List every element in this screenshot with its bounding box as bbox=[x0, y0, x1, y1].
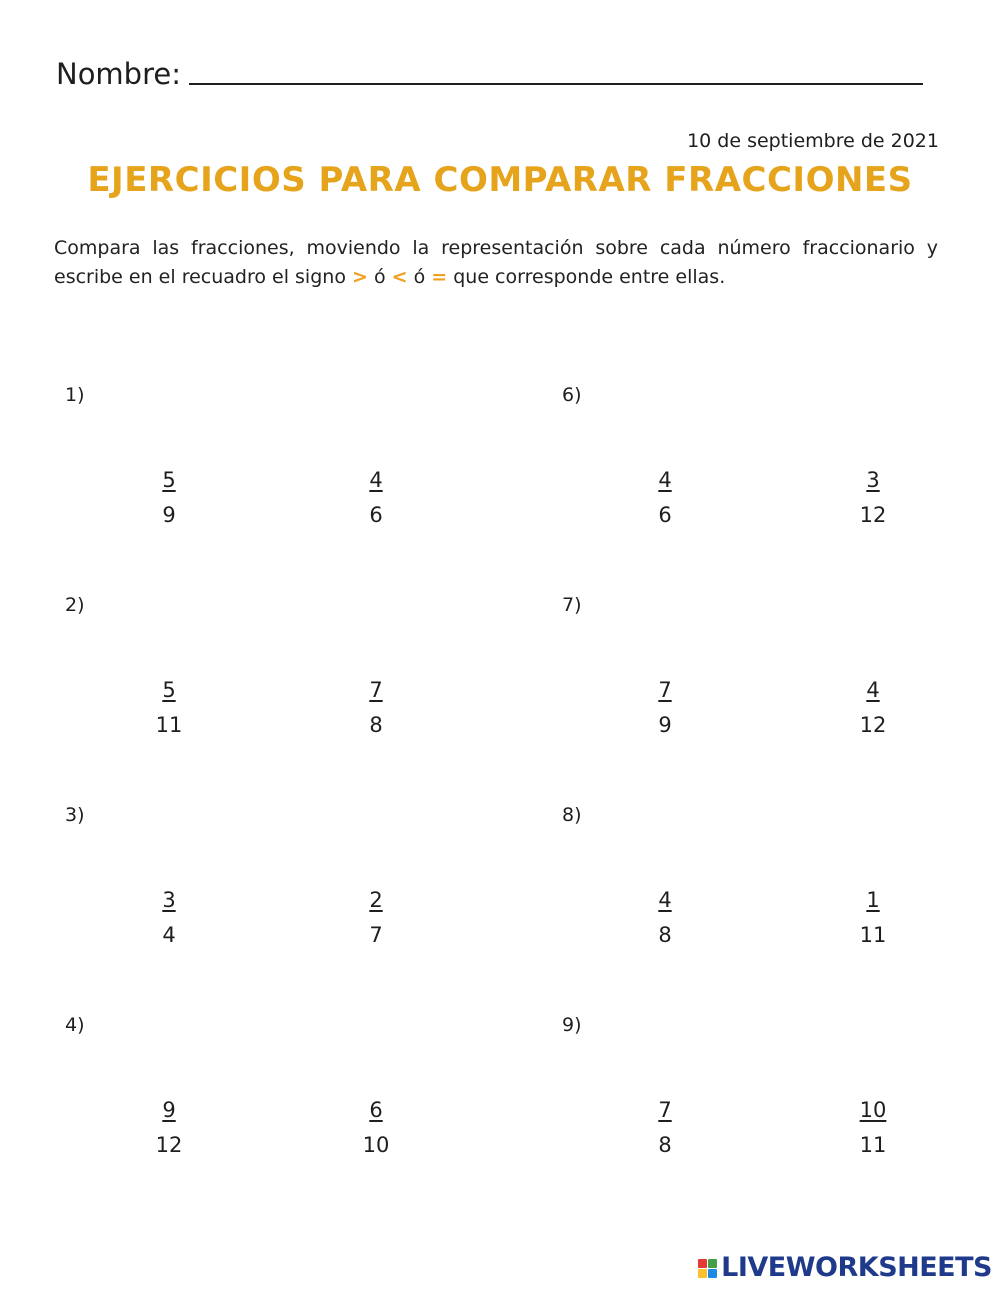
logo-square-blue bbox=[708, 1269, 717, 1278]
exercise-8 bbox=[562, 803, 1000, 993]
fraction-right[interactable] bbox=[843, 465, 903, 530]
liveworksheets-logo-icon bbox=[698, 1259, 717, 1278]
liveworksheets-logo bbox=[698, 1252, 992, 1284]
exercise-9 bbox=[562, 1013, 1000, 1203]
date-text: 10 de septiembre de 2021 bbox=[687, 130, 939, 152]
fraction-left[interactable] bbox=[635, 465, 695, 530]
exercise-number: 1) bbox=[65, 384, 85, 406]
logo-square-red bbox=[698, 1259, 707, 1268]
denominator: 11 bbox=[859, 923, 887, 947]
logo-square-green bbox=[708, 1259, 717, 1268]
denominator: 4 bbox=[162, 923, 176, 947]
exercise-3 bbox=[65, 803, 505, 993]
denominator: 6 bbox=[369, 503, 383, 527]
fraction-left[interactable] bbox=[139, 675, 199, 740]
greater-than-symbol: > bbox=[351, 266, 368, 288]
logo-square-yellow bbox=[698, 1269, 707, 1278]
equals-symbol: = bbox=[431, 266, 448, 288]
exercise-number: 2) bbox=[65, 594, 85, 616]
less-than-symbol: < bbox=[391, 266, 408, 288]
numerator: 7 bbox=[369, 678, 383, 702]
denominator: 8 bbox=[658, 923, 672, 947]
page-title: EJERCICIOS PARA COMPARAR FRACCIONES bbox=[87, 160, 913, 200]
fraction-left[interactable] bbox=[635, 675, 695, 740]
denominator: 7 bbox=[369, 923, 383, 947]
numerator: 2 bbox=[369, 888, 383, 912]
numerator: 5 bbox=[162, 468, 176, 492]
numerator: 7 bbox=[658, 1098, 672, 1122]
denominator: 9 bbox=[658, 713, 672, 737]
exercise-number: 7) bbox=[562, 594, 582, 616]
instructions-text bbox=[54, 234, 938, 292]
exercise-1 bbox=[65, 383, 505, 573]
numerator: 9 bbox=[162, 1098, 176, 1122]
fraction-left[interactable] bbox=[635, 1095, 695, 1160]
fraction-right[interactable] bbox=[843, 1095, 903, 1160]
denominator: 12 bbox=[859, 503, 887, 527]
instructions-part1: Compara las fracciones, moviendo la representación sobre cada número fraccionario y escribe en el recuadro el signo bbox=[54, 237, 938, 288]
denominator: 12 bbox=[155, 1133, 183, 1157]
numerator: 5 bbox=[162, 678, 176, 702]
name-field-row bbox=[56, 56, 923, 92]
numerator: 10 bbox=[859, 1098, 887, 1122]
fraction-right[interactable] bbox=[843, 675, 903, 740]
numerator: 4 bbox=[369, 468, 383, 492]
exercise-number: 6) bbox=[562, 384, 582, 406]
numerator: 1 bbox=[866, 888, 880, 912]
denominator: 6 bbox=[658, 503, 672, 527]
numerator: 4 bbox=[658, 468, 672, 492]
denominator: 10 bbox=[362, 1133, 390, 1157]
name-input-line[interactable] bbox=[189, 83, 923, 85]
denominator: 8 bbox=[658, 1133, 672, 1157]
fraction-right[interactable] bbox=[346, 885, 406, 950]
fraction-right[interactable] bbox=[346, 675, 406, 740]
numerator: 6 bbox=[369, 1098, 383, 1122]
fraction-left[interactable] bbox=[139, 1095, 199, 1160]
denominator: 11 bbox=[155, 713, 183, 737]
fraction-left[interactable] bbox=[635, 885, 695, 950]
exercise-number: 4) bbox=[65, 1014, 85, 1036]
numerator: 3 bbox=[162, 888, 176, 912]
exercise-number: 9) bbox=[562, 1014, 582, 1036]
numerator: 7 bbox=[658, 678, 672, 702]
fraction-right[interactable] bbox=[843, 885, 903, 950]
instructions-part2: que corresponde entre ellas. bbox=[447, 266, 726, 288]
fraction-left[interactable] bbox=[139, 465, 199, 530]
numerator: 4 bbox=[658, 888, 672, 912]
denominator: 11 bbox=[859, 1133, 887, 1157]
exercise-6 bbox=[562, 383, 1000, 573]
numerator: 3 bbox=[866, 468, 880, 492]
fraction-right[interactable] bbox=[346, 1095, 406, 1160]
logo-text: LIVEWORKSHEETS bbox=[721, 1252, 992, 1283]
exercise-4 bbox=[65, 1013, 505, 1203]
instructions-sep1: ó bbox=[367, 266, 392, 288]
name-label: Nombre: bbox=[56, 57, 181, 91]
fraction-left[interactable] bbox=[139, 885, 199, 950]
numerator: 4 bbox=[866, 678, 880, 702]
instructions-sep2: ó bbox=[407, 266, 432, 288]
denominator: 12 bbox=[859, 713, 887, 737]
denominator: 8 bbox=[369, 713, 383, 737]
exercise-2 bbox=[65, 593, 505, 783]
exercise-number: 3) bbox=[65, 804, 85, 826]
exercise-number: 8) bbox=[562, 804, 582, 826]
exercise-7 bbox=[562, 593, 1000, 783]
denominator: 9 bbox=[162, 503, 176, 527]
fraction-right[interactable] bbox=[346, 465, 406, 530]
